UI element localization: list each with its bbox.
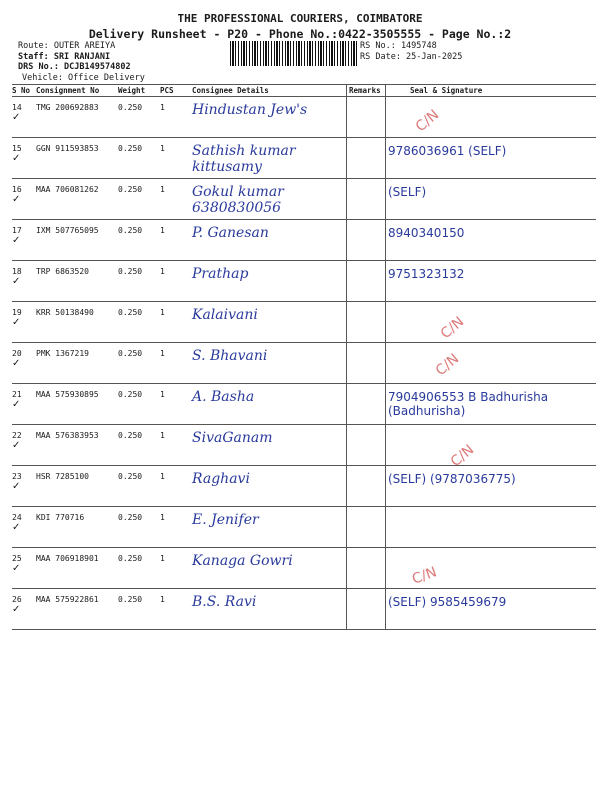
row-sno-text: 22: [12, 431, 22, 440]
row-weight: [116, 589, 158, 630]
row-consignment-no: [34, 179, 116, 220]
row-pcs-text: 1: [160, 185, 165, 194]
row-pcs: [158, 97, 190, 138]
row-consignment-no: [34, 466, 116, 507]
col-remarks: Remarks: [347, 85, 386, 97]
row-weight: [116, 302, 158, 343]
row-consignee: [190, 261, 347, 302]
consignee-handwriting: B.S. Ravi: [192, 594, 257, 610]
consignee-handwriting: P. Ganesan: [192, 225, 269, 241]
checkmark-icon: ✓: [12, 522, 21, 533]
row-weight-text: 0.250: [118, 513, 143, 522]
row-consignee: [190, 425, 347, 466]
table-row: [12, 302, 596, 343]
row-consignee: [190, 384, 347, 425]
row-pcs: [158, 220, 190, 261]
row-consignee: [190, 179, 347, 220]
row-weight: [116, 220, 158, 261]
row-signature: [386, 507, 597, 548]
row-consignment-no: [34, 97, 116, 138]
checkmark-icon: ✓: [12, 194, 21, 205]
col-weight: Weight: [116, 85, 158, 97]
row-sno: [12, 302, 34, 343]
col-consignment: Consignment No: [34, 85, 116, 97]
row-pcs-text: 1: [160, 267, 165, 276]
row-consignment-no-text: MAA 576383953: [36, 431, 99, 440]
row-weight: [116, 261, 158, 302]
row-sno: [12, 138, 34, 179]
row-pcs-text: 1: [160, 431, 165, 440]
row-sno: [12, 548, 34, 589]
row-consignment-no-text: IXM 507765095: [36, 226, 99, 235]
row-sno: [12, 589, 34, 630]
row-pcs: [158, 179, 190, 220]
consignee-handwriting: Gokul kumar 6380830056: [192, 184, 284, 216]
row-consignment-no: [34, 261, 116, 302]
row-signature: [386, 425, 597, 466]
row-remarks: [347, 261, 386, 302]
row-remarks: [347, 548, 386, 589]
row-consignment-no-text: MAA 706081262: [36, 185, 99, 194]
row-pcs-text: 1: [160, 308, 165, 317]
row-consignment-no-text: MAA 575930895: [36, 390, 99, 399]
row-consignee: [190, 97, 347, 138]
row-pcs: [158, 425, 190, 466]
row-weight-text: 0.250: [118, 390, 143, 399]
row-pcs-text: 1: [160, 226, 165, 235]
row-remarks: [347, 507, 386, 548]
row-signature: [386, 97, 597, 138]
row-weight: [116, 138, 158, 179]
row-consignee: [190, 138, 347, 179]
row-signature: [386, 466, 597, 507]
row-sno-text: 14: [12, 103, 22, 112]
row-consignment-no: [34, 220, 116, 261]
row-sno: [12, 179, 34, 220]
row-consignee: [190, 589, 347, 630]
row-remarks: [347, 138, 386, 179]
row-consignment-no: [34, 384, 116, 425]
row-weight: [116, 343, 158, 384]
row-signature: [386, 343, 597, 384]
meta-right: [360, 41, 462, 62]
barcode-icon: [230, 41, 357, 66]
row-consignment-no: [34, 302, 116, 343]
signature-handwriting: (SELF): [388, 185, 427, 199]
row-consignee: [190, 343, 347, 384]
table-row: [12, 589, 596, 630]
meta-left: [18, 41, 145, 83]
row-remarks: [347, 302, 386, 343]
row-weight-text: 0.250: [118, 595, 143, 604]
checkmark-icon: ✓: [12, 358, 21, 369]
table-row: [12, 179, 596, 220]
row-sno-text: 23: [12, 472, 22, 481]
row-consignee: [190, 466, 347, 507]
stamp-mark: C/N: [447, 441, 478, 471]
row-sno: [12, 384, 34, 425]
row-signature: [386, 302, 597, 343]
row-sno-text: 17: [12, 226, 22, 235]
row-sno-text: 20: [12, 349, 22, 358]
stamp-mark: C/N: [412, 106, 443, 136]
table-row: [12, 261, 596, 302]
consignee-handwriting: E. Jenifer: [192, 512, 259, 528]
row-pcs: [158, 548, 190, 589]
row-consignee: [190, 507, 347, 548]
stamp-mark: C/N: [432, 350, 463, 380]
row-sno-text: 24: [12, 513, 22, 522]
row-pcs-text: 1: [160, 513, 165, 522]
row-weight: [116, 384, 158, 425]
row-remarks: [347, 425, 386, 466]
stamp-mark: C/N: [410, 564, 439, 588]
row-consignment-no: [34, 425, 116, 466]
consignee-handwriting: Raghavi: [192, 471, 250, 487]
table-row: [12, 343, 596, 384]
row-consignee: [190, 302, 347, 343]
table-row: [12, 466, 596, 507]
row-consignment-no: [34, 589, 116, 630]
consignee-handwriting: Prathap: [192, 266, 249, 282]
row-sno: [12, 507, 34, 548]
row-remarks: [347, 466, 386, 507]
row-sno-text: 25: [12, 554, 22, 563]
row-weight-text: 0.250: [118, 472, 143, 481]
rs-date-text: RS Date: 25-Jan-2025: [360, 51, 463, 62]
row-sno-text: 15: [12, 144, 22, 153]
consignee-handwriting: SivaGanam: [192, 430, 273, 446]
row-weight: [116, 548, 158, 589]
row-consignee: [190, 220, 347, 261]
consignee-handwriting: Sathish kumar kittusamy: [192, 143, 296, 175]
row-weight: [116, 97, 158, 138]
row-weight-text: 0.250: [118, 431, 143, 440]
signature-handwriting: 9786036961 (SELF): [388, 144, 507, 158]
row-sno: [12, 425, 34, 466]
table-row: [12, 220, 596, 261]
row-consignment-no-text: MAA 706918901: [36, 554, 99, 563]
row-pcs-text: 1: [160, 554, 165, 563]
row-weight-text: 0.250: [118, 554, 143, 563]
row-weight: [116, 179, 158, 220]
row-consignment-no-text: MAA 575922861: [36, 595, 99, 604]
table-row: [12, 425, 596, 466]
table-row: [12, 507, 596, 548]
row-weight-text: 0.250: [118, 267, 143, 276]
checkmark-icon: ✓: [12, 112, 21, 123]
row-sno-text: 16: [12, 185, 22, 194]
signature-handwriting: 7904906553 B Badhurisha (Badhurisha): [388, 390, 549, 418]
row-signature: [386, 220, 597, 261]
signature-handwriting: (SELF) 9585459679: [388, 595, 507, 609]
row-consignment-no-text: PMK 1367219: [36, 349, 89, 358]
table-row: [12, 138, 596, 179]
row-sno: [12, 97, 34, 138]
table-row: [12, 97, 596, 138]
row-consignment-no-text: KDI 770716: [36, 513, 85, 522]
row-remarks: [347, 384, 386, 425]
vehicle-text: Vehicle: Office Delivery: [22, 72, 145, 83]
row-pcs: [158, 138, 190, 179]
row-pcs-text: 1: [160, 349, 165, 358]
row-consignment-no: [34, 343, 116, 384]
row-signature: [386, 589, 597, 630]
row-consignment-no-text: HSR 7285100: [36, 472, 89, 481]
table-row: [12, 548, 596, 589]
row-weight: [116, 507, 158, 548]
signature-handwriting: (SELF) (9787036775): [388, 472, 516, 486]
row-sno-text: 18: [12, 267, 22, 276]
consignee-handwriting: A. Basha: [192, 389, 255, 405]
col-seal: Seal & Signature: [386, 85, 597, 97]
consignee-handwriting: S. Bhavani: [192, 348, 268, 364]
consignee-handwriting: Hindustan Jew's: [192, 102, 308, 118]
row-signature: [386, 261, 597, 302]
consignee-handwriting: Kalaivani: [192, 307, 258, 323]
row-pcs: [158, 261, 190, 302]
row-weight-text: 0.250: [118, 226, 143, 235]
signature-handwriting: 8940340150: [388, 226, 465, 240]
row-pcs: [158, 589, 190, 630]
row-sno-text: 21: [12, 390, 22, 399]
row-remarks: [347, 343, 386, 384]
row-consignment-no-text: KRR 50138490: [36, 308, 94, 317]
checkmark-icon: ✓: [12, 399, 21, 410]
staff-text: Staff: SRI RANJANI: [18, 51, 111, 62]
runsheet-subtitle: Delivery Runsheet - P20 - Phone No.:0422-3505555 - Page No.:2: [88, 27, 512, 41]
row-consignment-no: [34, 138, 116, 179]
row-pcs: [158, 302, 190, 343]
checkmark-icon: ✓: [12, 604, 21, 615]
consignee-handwriting: Kanaga Gowri: [192, 553, 293, 569]
row-sno: [12, 261, 34, 302]
row-sno: [12, 220, 34, 261]
row-pcs-text: 1: [160, 472, 165, 481]
row-consignment-no: [34, 548, 116, 589]
row-sno-text: 19: [12, 308, 22, 317]
checkmark-icon: ✓: [12, 563, 21, 574]
row-signature: [386, 138, 597, 179]
row-consignment-no-text: TRP 6863520: [36, 267, 89, 276]
row-weight-text: 0.250: [118, 308, 143, 317]
row-pcs-text: 1: [160, 103, 165, 112]
signature-handwriting: 9751323132: [388, 267, 465, 281]
checkmark-icon: ✓: [12, 153, 21, 164]
row-sno-text: 26: [12, 595, 22, 604]
row-signature: [386, 384, 597, 425]
row-signature: [386, 179, 597, 220]
row-pcs: [158, 343, 190, 384]
row-pcs-text: 1: [160, 144, 165, 153]
row-consignee: [190, 548, 347, 589]
row-pcs: [158, 384, 190, 425]
row-pcs: [158, 466, 190, 507]
drs-text: DRS No.: DCJB149574802: [18, 62, 131, 72]
table-body: [12, 97, 596, 630]
col-consignee: Consignee Details: [190, 85, 347, 97]
checkmark-icon: ✓: [12, 276, 21, 287]
checkmark-icon: ✓: [12, 317, 21, 328]
company-title: THE PROFESSIONAL COURIERS, COIMBATORE: [177, 12, 423, 25]
row-weight-text: 0.250: [118, 103, 143, 112]
row-consignment-no-text: TMG 200692883: [36, 103, 99, 112]
checkmark-icon: ✓: [12, 481, 21, 492]
table-row: [12, 384, 596, 425]
row-remarks: [347, 179, 386, 220]
row-consignment-no: [34, 507, 116, 548]
row-pcs-text: 1: [160, 390, 165, 399]
row-pcs-text: 1: [160, 595, 165, 604]
stamp-mark: C/N: [437, 313, 468, 343]
route-text: Route: OUTER AREIYA: [18, 41, 116, 51]
checkmark-icon: ✓: [12, 235, 21, 246]
row-remarks: [347, 589, 386, 630]
row-sno: [12, 343, 34, 384]
row-weight-text: 0.250: [118, 349, 143, 358]
row-weight: [116, 425, 158, 466]
col-sno: S No: [12, 85, 34, 97]
row-consignment-no-text: GGN 911593853: [36, 144, 99, 153]
row-pcs: [158, 507, 190, 548]
row-sno: [12, 466, 34, 507]
row-remarks: [347, 220, 386, 261]
checkmark-icon: ✓: [12, 440, 21, 451]
runsheet-table: [12, 84, 596, 630]
col-pcs: PCS: [158, 85, 190, 97]
rs-no-text: RS No.: 1495748: [360, 41, 437, 51]
row-weight-text: 0.250: [118, 144, 143, 153]
row-remarks: [347, 97, 386, 138]
row-weight-text: 0.250: [118, 185, 143, 194]
row-weight: [116, 466, 158, 507]
table-header-row: [12, 85, 596, 97]
